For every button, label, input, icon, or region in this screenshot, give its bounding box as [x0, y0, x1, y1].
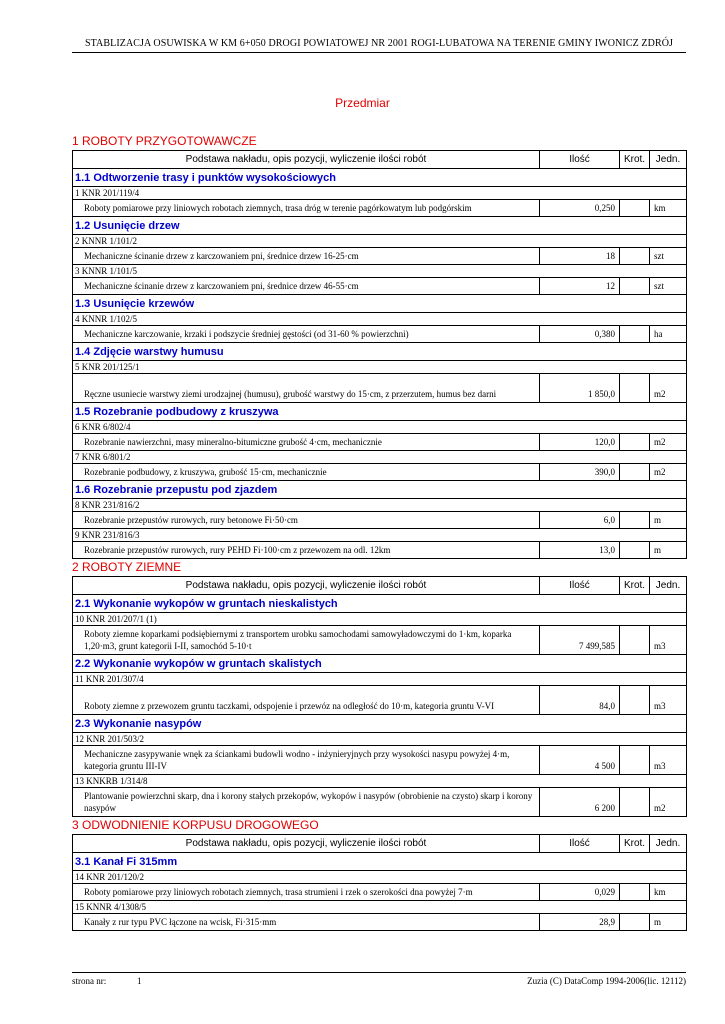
- subsection-title: 2.2 Wykonanie wykopów w gruntach skalistych: [73, 655, 687, 673]
- estimate-content: [72, 133, 686, 931]
- position-code-row: [73, 733, 687, 746]
- position-krot: [620, 884, 650, 901]
- position-qty: 0,380: [540, 326, 620, 343]
- position-code-row: [73, 673, 687, 686]
- subsection-row: [73, 295, 687, 313]
- subsection-row: [73, 655, 687, 673]
- position-desc-row: [73, 884, 687, 901]
- position-qty: 84,0: [540, 686, 620, 715]
- position-code: 15 KNNR 4/1308/5: [73, 901, 687, 914]
- position-desc: Roboty pomiarowe przy liniowych robotach ziemnych, trasa strumieni i rzek o szerokości dna powyżej 7·m: [73, 884, 540, 901]
- position-unit: m2: [650, 434, 687, 451]
- position-code-row: [73, 775, 687, 788]
- column-header-qty: Ilość: [540, 835, 620, 853]
- position-unit: szt: [650, 278, 687, 295]
- position-unit: km: [650, 884, 687, 901]
- position-desc: Kanały z rur typu PVC łączone na wcisk, Fi·315·mm: [73, 914, 540, 931]
- column-header-desc: Podstawa nakładu, opis pozycji, wyliczenie ilości robót: [73, 151, 540, 169]
- position-desc: Plantowanie powierzchni skarp, dna i korony stałych przekopów, wykopów i nasypów (obrobienie na czysto) skarp i korony nasypów: [73, 788, 540, 817]
- position-code: 2 KNNR 1/101/2: [73, 235, 687, 248]
- page-number-label: strona nr:: [72, 976, 107, 986]
- software-credit: Zuzia (C) DataComp 1994-2006(lic. 12112): [527, 976, 686, 986]
- position-krot: [620, 746, 650, 775]
- position-krot: [620, 464, 650, 481]
- position-unit: m3: [650, 626, 687, 655]
- chapter-title: 1 ROBOTY PRZYGOTOWAWCZE: [72, 134, 257, 148]
- page-number: 1: [137, 976, 142, 986]
- subsection-row: [73, 217, 687, 235]
- position-krot: [620, 200, 650, 217]
- subsection-title: 2.1 Wykonanie wykopów w gruntach nieskalistych: [73, 595, 687, 613]
- position-desc-row: [73, 374, 687, 403]
- table-header-row: [73, 835, 687, 853]
- estimate-table: [72, 834, 687, 931]
- subsection-row: [73, 715, 687, 733]
- estimate-table: [72, 576, 687, 817]
- subsection-title: 1.5 Rozebranie podbudowy z kruszywa: [73, 403, 687, 421]
- position-desc-row: [73, 434, 687, 451]
- position-krot: [620, 248, 650, 265]
- position-code-row: [73, 499, 687, 512]
- column-header-krot: Krot.: [620, 577, 650, 595]
- column-header-krot: Krot.: [620, 151, 650, 169]
- position-krot: [620, 374, 650, 403]
- position-code-row: [73, 529, 687, 542]
- position-qty: 6 200: [540, 788, 620, 817]
- page-header: STABLIZACJA OSUWISKA W KM 6+050 DROGI POWIATOWEJ NR 2001 ROGI-LUBATOWA NA TERENIE GMINY IWONICZ ZDRÓJ: [72, 38, 686, 53]
- subsection-title: 3.1 Kanał Fi 315mm: [73, 853, 687, 871]
- column-header-krot: Krot.: [620, 835, 650, 853]
- subsection-title: 1.1 Odtworzenie trasy i punktów wysokościowych: [73, 169, 687, 187]
- column-header-unit: Jedn.: [650, 151, 687, 169]
- position-unit: m: [650, 542, 687, 559]
- page-footer: [72, 972, 686, 986]
- position-qty: 120,0: [540, 434, 620, 451]
- position-desc-row: [73, 788, 687, 817]
- subsection-row: [73, 481, 687, 499]
- position-code-row: [73, 901, 687, 914]
- position-qty: 0,029: [540, 884, 620, 901]
- position-unit: m3: [650, 686, 687, 715]
- position-unit: ha: [650, 326, 687, 343]
- position-desc-row: [73, 200, 687, 217]
- position-krot: [620, 626, 650, 655]
- position-code: 9 KNR 231/816/3: [73, 529, 687, 542]
- position-code: 10 KNR 201/207/1 (1): [73, 613, 687, 626]
- position-desc: Roboty pomiarowe przy liniowych robotach ziemnych, trasa dróg w terenie pagórkowatym lub podgórskim: [73, 200, 540, 217]
- position-qty: 18: [540, 248, 620, 265]
- position-qty: 6,0: [540, 512, 620, 529]
- position-qty: 7 499,585: [540, 626, 620, 655]
- column-header-desc: Podstawa nakładu, opis pozycji, wyliczenie ilości robót: [73, 577, 540, 595]
- column-header-desc: Podstawa nakładu, opis pozycji, wyliczenie ilości robót: [73, 835, 540, 853]
- table-header-row: [73, 151, 687, 169]
- position-qty: 13,0: [540, 542, 620, 559]
- position-unit: m: [650, 914, 687, 931]
- position-desc: Mechaniczne ścinanie drzew z karczowaniem pni, średnice drzew 46-55·cm: [73, 278, 540, 295]
- subsection-title: 1.4 Zdjęcie warstwy humusu: [73, 343, 687, 361]
- position-krot: [620, 512, 650, 529]
- position-code: 1 KNR 201/119/4: [73, 187, 687, 200]
- position-desc: Mechaniczne karczowanie, krzaki i podszycie średniej gęstości (od 31-60 % powierzchni): [73, 326, 540, 343]
- position-desc-row: [73, 542, 687, 559]
- subsection-row: [73, 853, 687, 871]
- subsection-title: 2.3 Wykonanie nasypów: [73, 715, 687, 733]
- position-code: 5 KNR 201/125/1: [73, 361, 687, 374]
- position-code-row: [73, 265, 687, 278]
- position-desc: Mechaniczne ścinanie drzew z karczowaniem pni, średnice drzew 16-25·cm: [73, 248, 540, 265]
- position-desc: Rozebranie przepustów rurowych, rury PEHD Fi·100·cm z przewozem na odl. 12km: [73, 542, 540, 559]
- position-code: 3 KNNR 1/101/5: [73, 265, 687, 278]
- position-qty: 4 500: [540, 746, 620, 775]
- position-code-row: [73, 313, 687, 326]
- position-unit: m2: [650, 788, 687, 817]
- position-desc-row: [73, 512, 687, 529]
- position-desc: Rozebranie nawierzchni, masy mineralno-bitumiczne grubość 4·cm, mechanicznie: [73, 434, 540, 451]
- subsection-title: 1.2 Usunięcie drzew: [73, 217, 687, 235]
- position-desc: Rozebranie podbudowy, z kruszywa, grubość 15·cm, mechanicznie: [73, 464, 540, 481]
- column-header-qty: Ilość: [540, 577, 620, 595]
- position-unit: m2: [650, 374, 687, 403]
- column-header-qty: Ilość: [540, 151, 620, 169]
- chapter-title: 3 ODWODNIENIE KORPUSU DROGOWEGO: [72, 818, 319, 832]
- position-desc-row: [73, 626, 687, 655]
- position-desc-row: [73, 278, 687, 295]
- position-code-row: [73, 421, 687, 434]
- position-code: 8 KNR 231/816/2: [73, 499, 687, 512]
- position-code-row: [73, 871, 687, 884]
- position-code-row: [73, 361, 687, 374]
- position-krot: [620, 434, 650, 451]
- position-code: 14 KNR 201/120/2: [73, 871, 687, 884]
- position-unit: km: [650, 200, 687, 217]
- position-desc-row: [73, 914, 687, 931]
- position-desc: Roboty ziemne koparkami podsiębiernymi z transportem urobku samochodami samowyładowczymi do 1·km, koparka 1,20·m3, grunt kategorii I-II, samochód 5-10·t: [73, 626, 540, 655]
- position-desc-row: [73, 326, 687, 343]
- page-title: Przedmiar: [335, 96, 390, 110]
- subsection-title: 1.6 Rozebranie przepustu pod zjazdem: [73, 481, 687, 499]
- subsection-title: 1.3 Usunięcie krzewów: [73, 295, 687, 313]
- position-unit: m2: [650, 464, 687, 481]
- column-header-unit: Jedn.: [650, 835, 687, 853]
- position-desc: Ręczne usuniecie warstwy ziemi urodzajnej (humusu), grubość warstwy do 15·cm, z przerzutem, humus bez darni: [73, 374, 540, 403]
- position-code: 7 KNR 6/801/2: [73, 451, 687, 464]
- subsection-row: [73, 403, 687, 421]
- position-desc-row: [73, 686, 687, 715]
- position-qty: 28,9: [540, 914, 620, 931]
- position-code-row: [73, 451, 687, 464]
- table-header-row: [73, 577, 687, 595]
- subsection-row: [73, 343, 687, 361]
- position-krot: [620, 914, 650, 931]
- position-desc: Mechaniczne zasypywanie wnęk za ściankami budowli wodno - inżynieryjnych przy wysokości nasypu powyżej 4·m, kategoria gruntu III-IV: [73, 746, 540, 775]
- position-krot: [620, 788, 650, 817]
- position-desc: Roboty ziemne z przewozem gruntu taczkami, odspojenie i przewóz na odległość do 10·m, kategoria gruntu V-VI: [73, 686, 540, 715]
- position-krot: [620, 326, 650, 343]
- position-unit: m: [650, 512, 687, 529]
- position-qty: 0,250: [540, 200, 620, 217]
- position-desc-row: [73, 248, 687, 265]
- position-qty: 390,0: [540, 464, 620, 481]
- position-code: 4 KNNR 1/102/5: [73, 313, 687, 326]
- position-desc-row: [73, 746, 687, 775]
- position-desc-row: [73, 464, 687, 481]
- estimate-table: [72, 150, 687, 559]
- position-qty: 12: [540, 278, 620, 295]
- position-desc: Rozebranie przepustów rurowych, rury betonowe Fi·50·cm: [73, 512, 540, 529]
- position-code-row: [73, 235, 687, 248]
- position-unit: szt: [650, 248, 687, 265]
- position-unit: m3: [650, 746, 687, 775]
- position-code: 13 KNKRB 1/314/8: [73, 775, 687, 788]
- position-krot: [620, 542, 650, 559]
- position-code: 6 KNR 6/802/4: [73, 421, 687, 434]
- position-code: 12 KNR 201/503/2: [73, 733, 687, 746]
- position-qty: 1 850,0: [540, 374, 620, 403]
- position-krot: [620, 686, 650, 715]
- subsection-row: [73, 595, 687, 613]
- chapter-title: 2 ROBOTY ZIEMNE: [72, 560, 182, 574]
- subsection-row: [73, 169, 687, 187]
- position-code-row: [73, 187, 687, 200]
- column-header-unit: Jedn.: [650, 577, 687, 595]
- position-code-row: [73, 613, 687, 626]
- position-krot: [620, 278, 650, 295]
- position-code: 11 KNR 201/307/4: [73, 673, 687, 686]
